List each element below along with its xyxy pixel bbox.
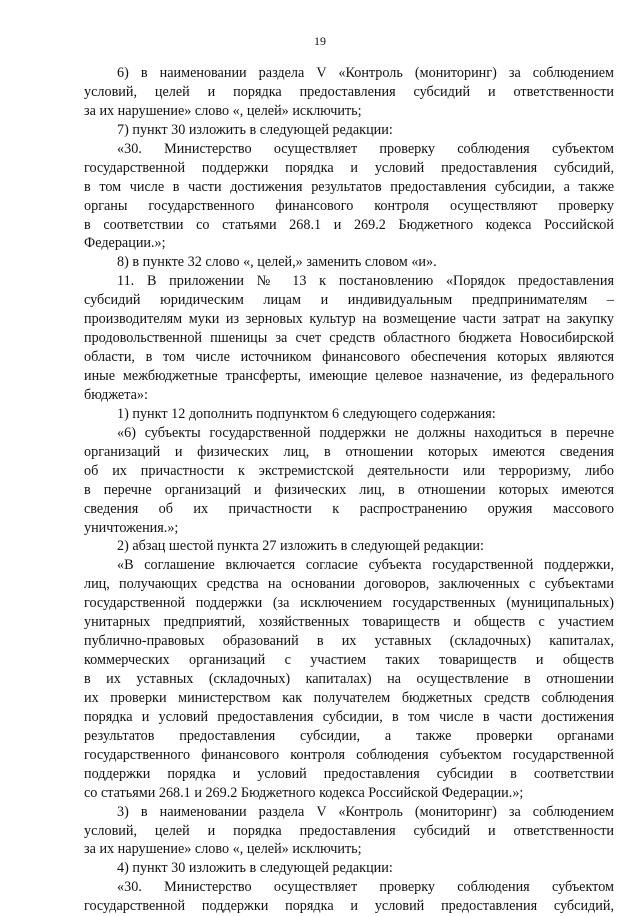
text-line: об их причастности к экстремистской деятельности или терроризму, либо	[84, 462, 614, 479]
text-line: производителям муки из зерновых культур на возмещение части затрат на закупку	[84, 311, 614, 328]
text-line: 3) в наименовании раздела V «Контроль (мониторинг) за соблюдением	[117, 803, 614, 820]
text-line: бюджета»:	[84, 386, 148, 403]
text-line: сведения об их причастности к распространению оружия массового	[84, 500, 614, 517]
text-line: публично-правовых образований в их уставных (складочных) капиталах,	[84, 633, 614, 650]
text-line: в перечне организаций и физических лиц, в отношении которых имеются	[84, 481, 614, 498]
text-line: «6) субъекты государственной поддержки не должны находиться в перечне	[117, 424, 614, 441]
text-line: государственной поддержки порядка и условий предоставления субсидий,	[84, 898, 614, 915]
text-line: в том числе в части достижения результатов предоставления субсидии, а также	[84, 178, 614, 195]
text-line: уничтожения.»;	[84, 519, 179, 536]
text-line: порядка и условий предоставления субсидии, в том числе в части достижения	[84, 708, 614, 725]
text-line: 4) пункт 30 изложить в следующей редакции:	[117, 860, 393, 877]
text-line: 7) пункт 30 изложить в следующей редакции:	[117, 121, 393, 138]
text-line: унитарных предприятий, хозяйственных товариществ и обществ с участием	[84, 614, 614, 631]
text-line: условий, целей и порядка предоставления субсидий и ответственности	[84, 822, 614, 839]
text-line: за их нарушение» слово «, целей» исключить;	[84, 102, 362, 119]
text-line: коммерческих организаций с участием таких товариществ и обществ	[84, 652, 614, 669]
text-line: со статьями 268.1 и 269.2 Бюджетного кодекса Российской Федерации.»;	[84, 784, 524, 801]
text-line: условий, целей и порядка предоставления субсидий и ответственности	[84, 83, 614, 100]
text-line: органы государственного финансового контроля осуществляют проверку	[84, 197, 614, 214]
text-line: результатов предоставления субсидии, а также проверки органами	[84, 727, 614, 744]
text-line: государственной поддержки порядка и условий предоставления субсидий,	[84, 159, 614, 176]
text-line: «В соглашение включается согласие субъекта государственной поддержки,	[117, 557, 614, 574]
text-line: в их уставных (складочных) капиталах) на осуществление в отношении	[84, 671, 614, 687]
text-line: иные межбюджетные трансферты, имеющие целевое назначение, из федерального	[84, 368, 614, 384]
text-line: продовольственной пшеницы за счет средств областного бюджета Новосибирской	[84, 330, 614, 347]
text-line: 8) в пункте 32 слово «, целей,» заменить словом «и».	[117, 254, 437, 271]
text-line: государственного финансового контроля соблюдения субъектом государственной	[84, 746, 614, 763]
text-line: «30. Министерство осуществляет проверку соблюдения субъектом	[117, 140, 614, 157]
text-line: Федерации.»;	[84, 235, 166, 252]
text-line: 11. В приложении № 13 к постановлению «Порядок предоставления	[117, 273, 614, 290]
text-line: 2) абзац шестой пункта 27 изложить в следующей редакции:	[117, 538, 484, 555]
text-line: поддержки порядка и условий предоставления субсидии в соответствии	[84, 765, 614, 782]
document-text	[84, 64, 614, 916]
text-line: 1) пункт 12 дополнить подпунктом 6 следующего содержания:	[117, 405, 496, 422]
text-line: организаций и физических лиц, в отношении которых имеются сведения	[84, 443, 614, 460]
text-line: области, в том числе источником финансового обеспечения которых являются	[84, 349, 614, 366]
text-line: субсидий юридическим лицам и индивидуальным предпринимателям –	[84, 292, 614, 309]
text-line: их проверки министерством как получателем бюджетных средств соблюдения	[84, 689, 614, 706]
text-line: 6) в наименовании раздела V «Контроль (мониторинг) за соблюдением	[117, 65, 614, 81]
text-line: за их нарушение» слово «, целей» исключить;	[84, 841, 362, 858]
text-line: государственной поддержки (за исключением государственных (муниципальных)	[84, 595, 614, 612]
text-line: лиц, получающих средства на основании договоров, заключенных с субъектами	[84, 576, 614, 593]
text-line: в соответствии со статьями 268.1 и 269.2 Бюджетного кодекса Российской	[84, 216, 614, 233]
page-number: 19	[314, 34, 326, 48]
text-line: «30. Министерство осуществляет проверку соблюдения субъектом	[117, 879, 614, 896]
